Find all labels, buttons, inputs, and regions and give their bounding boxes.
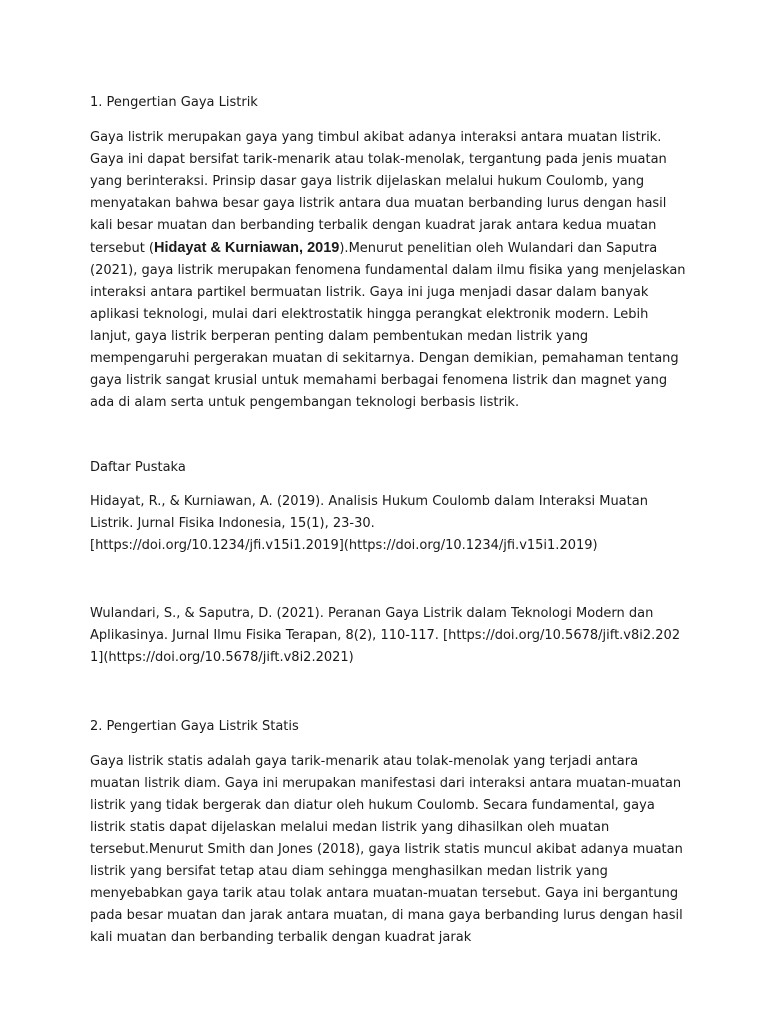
section1-citation: Hidayat & Kurniawan, 2019 (154, 240, 340, 256)
reference-item-2 (90, 603, 690, 669)
reference-2-text: Wulandari, S., & Saputra, D. (2021). Peranan Gaya Listrik dalam Teknologi Modern dan Aplikasinya. Jurnal Ilmu Fisika Terapan, 8(2), 110-117. (90, 606, 654, 643)
section1-heading: 1. Pengertian Gaya Listrik (90, 95, 258, 110)
reference-1-link[interactable]: [https://doi.org/10.1234/jfi.v15i1.2019](https://doi.org/10.1234/jfi.v15i1.2019) (90, 538, 598, 553)
section1-text-after: ).Menurut penelitian oleh Wulandari dan Saputra (2021), gaya listrik merupakan fenomena fundamental dalam ilmu fisika yang menjelaskan interaksi antara partikel bermuatan listrik. Gaya ini juga menjadi dasar dalam banyak aplikasi teknologi, mulai dari elektrostatik hingga perangkat elektronik modern. Lebih lanjut, gaya listrik berperan penting dalam pembentukan medan listrik yang mempengaruhi pergerakan muatan di sekitarnya. Dengan demikian, pemahaman tentang gaya listrik sangat krusial untuk memahami berbagai fenomena listrik dan magnet yang ada di alam serta untuk pengembangan teknologi berbasis listrik. (90, 241, 686, 410)
section2-paragraph: Gaya listrik statis adalah gaya tarik-menarik atau tolak-menolak yang terjadi antara muatan listrik diam. Gaya ini merupakan manifestasi dari interaksi antara muatan-muatan listrik yang tidak bergerak dan diatur oleh hukum Coulomb. Secara fundamental, gaya listrik statis dapat dijelaskan melalui medan listrik yang dihasilkan oleh muatan tersebut.Menurut Smith dan Jones (2018), gaya listrik statis muncul akibat adanya muatan listrik yang bersifat tetap atau diam sehingga menghasilkan medan listrik yang menyebabkan gaya tarik atau tolak antara muatan-muatan tersebut. Gaya ini bergantung pada besar muatan dan jarak antara muatan, di mana gaya berbanding lurus dengan hasil kali muatan dan berbanding terbalik dengan kuadrat jarak (90, 754, 683, 945)
section2-heading: 2. Pengertian Gaya Listrik Statis (90, 719, 299, 734)
reference-1-text: Hidayat, R., & Kurniawan, A. (2019). Analisis Hukum Coulomb dalam Interaksi Muatan Listrik. Jurnal Fisika Indonesia, 15(1), 23-30. (90, 494, 648, 531)
reference-item-1 (90, 491, 690, 557)
reference-2-link[interactable]: [https://doi.org/10.5678/jift.v8i2.2021](https://doi.org/10.5678/jift.v8i2.2021) (90, 628, 681, 665)
references-heading: Daftar Pustaka (90, 460, 186, 475)
section1-text-before: Gaya listrik merupakan gaya yang timbul akibat adanya interaksi antara muatan listrik. Gaya ini dapat bersifat tarik-menarik atau tolak-menolak, tergantung pada jenis muatan yang berinteraksi. Prinsip dasar gaya listrik dijelaskan melalui hukum Coulomb, yang menyatakan bahwa besar gaya listrik antara dua muatan berbanding lurus dengan hasil kali besar muatan dan berbanding terbalik dengan kuadrat jarak antara kedua muatan tersebut ( (90, 130, 667, 256)
section1-paragraph (90, 127, 690, 414)
